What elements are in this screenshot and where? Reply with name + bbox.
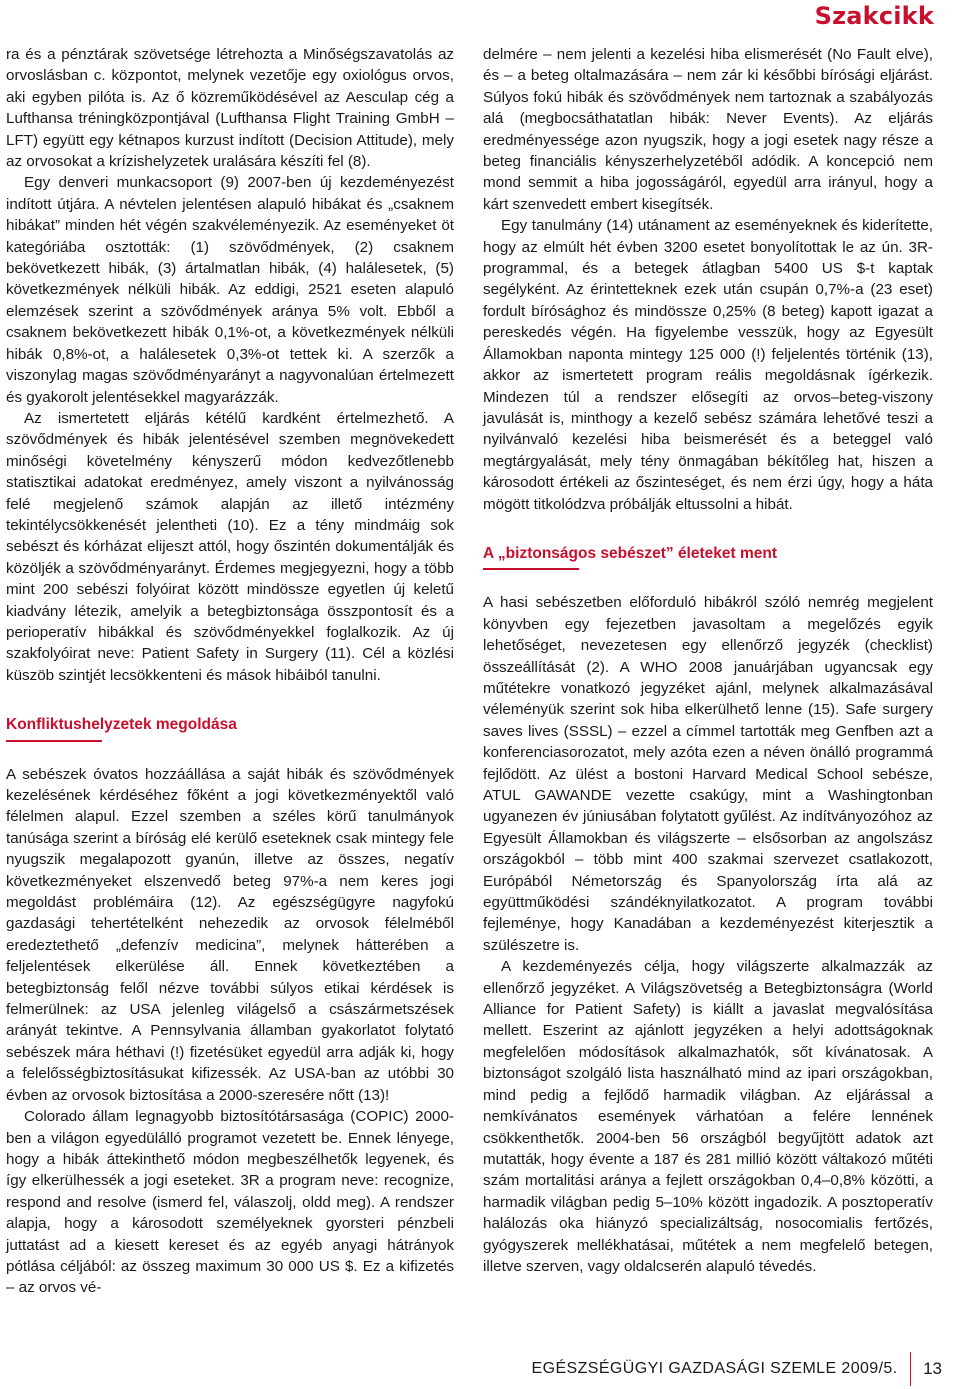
heading-underline	[6, 740, 102, 742]
paragraph: Egy tanulmány (14) utánament az eseményeknek és kiderítette, hogy az elmúlt hét évben 3200 esetet bonyolítottak le az ún. 3R-programmal, és a betegek átlagban 5400 US $-t kaptak segélyként. Az érintetteknek ezek után csupán 0,7%-a (23 eset) fordult bírósághoz és mindössze 0,25% (8 beteg) kapott igazat a pereskedés végén. Ha figyelembe vesszük, hogy az Egyesült Államokban naponta mintegy 125 000 (!) feljelentés történik (13), akkor az ismertetett program reális megoldásnak ígérkezik. Mindezen túl a rendszer elősegíti az orvos–beteg-viszony javulását is, minthogy a kezelő sebész számára lehetővé teszi a nyilvánvaló kezelési hiba beismerését és a beteggel való megtárgyalását, mely tény önmagában békítőleg hat, hiszen a károsodott értékeli az őszinteséget, és nem érzi úgy, hogy a háta mögött titkolódzva próbálják eltussolni a hibát.	[483, 217, 933, 513]
section-label: Szakcikk	[814, 2, 934, 30]
page-number: 13	[923, 1359, 942, 1378]
left-column	[6, 44, 454, 1299]
paragraph: A kezdeményezés célja, hogy világszerte alkalmazzák az ellenőrző jegyzéket. A Világszövetség a Betegbiztonságra (World Alliance for Patient Safety) is kiállt a javaslat megvalósítása mellett. Eszerint az ajánlott jegyzéken a helyi adottságoknak megfelelően módosítások alkalmazhatók, sőt kívánatosak. A biztonságot szolgáló lista használható mind az ipari országokban, mind pedig a fejlődő harmadik világban. Az eljárással a nemkívánatos események várhatóan a felére lennének csökkenthetők. 2004-ben 56 országból begyűjtött adatok azt mutatták, hogy évente a 187 és 281 millió között váltakozó műtéti szám mortalitási aránya a fejlett országokban 0,4–0,8% közötti, a harmadik világban pedig 5–10% között ingadozik. A posztoperatív halálozás oka hiányzó specializáltság, nosocomialis fertőzés, gyógyszerek mellékhatásai, műtétek a nem megfelelő betegen, illetve szerven, vagy oldalcserén alapuló tévedés.	[483, 958, 933, 1275]
paragraph: Az ismertetett eljárás kétélű kardként értelmezhető. A szövődmények és hibák jelentésével szemben megnövekedett minőségi követelmény kényszerű módon kedvezőtlenebb statisztikai adatokat eredményez, amely viszont a nyilvánosság felé megjelenő számok alapján az illető intézmény tekintélycsökkenését jelentheti (10). Ez a tény mindmáig sok sebészt és kórházat elijeszt attól, hogy őszintén dokumentálják és közöljék a szövődményarányt. Érdemes megjegyezni, hogy a több mint 200 sebészi folyóirat között mindössze egyetlen új keletű kiadvány létezik, amelyik a betegbiztonsága összpontosít és a perioperatív hibákkal és szövődményekkel foglalkozik. Az új szakfolyóirat neve: Patient Safety in Surgery (11). Cél a közlési küszöb szintjét lecsökkenteni és mások hibáiból tanulni.	[6, 409, 454, 684]
paragraph: delmére – nem jelenti a kezelési hiba elismerését (No Fault elve), és – a beteg oltalmazására – nem zár ki későbbi bírósági eljárást. Súlyos fokú hibák és szövődmények nem tartoznak a szabályozás alá (megbocsáthatatlan hibák: Never Events). Az eljárás eredményessége azon nyugszik, hogy a jogi esetek nagy része a beteg financiális kényszerhelyzetéből adódik. A koncepció nem mond semmit a hiba jogosságáról, egyedül arra irányul, hogy a kárt szenvedett embert kisegítsék.	[483, 46, 933, 213]
heading-underline	[483, 568, 579, 570]
right-column	[483, 44, 933, 1277]
paragraph: ra és a pénztárak szövetsége létrehozta a Minőségszavatolás az orvoslásban c. központot, melynek vezetője egy oxiológus orvos, aki egyben pilóta is. Az ő közreműködésével az Aesculap cég a Lufthansa tréningközpontjával (Lufthansa Flight Training GmbH – LFT) együtt egy kétnapos kurzust indított (Decision Attitude), mely az orvosokat a krízishelyzetek uralására készíti fel (8).	[6, 46, 454, 171]
paragraph: A sebészek óvatos hozzáállása a saját hibák és szövődmények kezelésének kérdéséhez főként a jogi következményektől való félelmen alapul. Ezzel szemben a széles körű tanulmányok tanúsága szerint a bíróság elé kerülő eseteknek csak mintegy fele nyugszik megalapozott gyanún, illetve az összes, negatív következményeket elszenvedő beteg 97%-a nem keres jogi megoldást problémáira (12). Az egészségügyre nagyfokú gazdasági tehertételként nehezedik az orvosok félelméből eredeztethető „defenzív medicina”, melynek hátterében a feljelentések elkerülése áll. Ennek következtében a betegbiztonság felől nézve további súlyos etikai kérdések is felmerülnek: az USA jelenleg világelső a császármetszések arányát tekintve. A Pennsylvania államban gyakorlatot folytató sebészek mára héthavi (!) fizetésüket egyedül arra adják ki, hogy a felelősségbiztosításukat kifizessék. Az USA-ban az utóbbi 30 évben az orvosok biztosítása a 2000-szeresére nőtt (13)!	[6, 765, 454, 1104]
journal-title: EGÉSZSÉGÜGYI GAZDASÁGI SZEMLE 2009/5.	[531, 1360, 898, 1377]
page-footer	[532, 1351, 942, 1387]
section-heading: A „biztonságos sebészet” életeket ment	[483, 544, 778, 562]
footer-divider	[910, 1352, 912, 1386]
paragraph: Egy denveri munkacsoport (9) 2007-ben új kezdeményezést indított útjára. A névtelen jelentésen alapuló hibákat és „csaknem hibákat” minden hét végén szakvéleményezik. Az eseményeket öt kategóriába osztották: (1) szövődmények, (2) csaknem bekövetkezett hibák, (3) ártalmatlan hibák, (4) halálesetek, (5) következmények nélküli hibák. Az eddigi, 2521 eseten alapuló elemzések szerint a szövődmények aránya 5% volt. Ebből a csaknem bekövetkezett hibák 0,1%-ot, a következmények nélküli hibák 0,8%-ot, a halálesetek 0,3%-ot tettek ki. A szerzők a viszonylag magas szövődményarányt a nagyvonalúan értelmezett és gyakorolt jelentésekkel magyarázzák.	[6, 174, 454, 406]
paragraph: A hasi sebészetben előforduló hibákról szóló nemrég megjelent könyvben egy fejezetben javasoltam a megelőzés egyik lehetőséget, nevezetesen egy ellenőrző jegyzék (checklist) összeállítását (2). A WHO 2008 januárjában ugyancsak egy műtétekre vonatkozó jegyzéket ajánl, melynek alkalmazásával véleményük szerint sok hiba elkerülhető lenne (15). Safe surgery saves lives (SSSL) – ezzel a címmel tartották meg Genfben azt a konferenciasorozatot, mely azóta ezen a néven önálló programmá fejlődött. Az ülést a bostoni Harvard Medical School sebésze, ATUL GAWANDE vezette csakúgy, mint a Washingtonban ugyanezen év júniusában folytatott gyűlést. Az indítványozóhoz az Egyesült Államokban és világszerte – elsősorban az angolszász országokból – több mint 400 szakmai szervezet csatlakozott, Európából Németország és Spanyolország írta alá az együttműködési szándéknyilatkozatot. A program további fejleménye, hogy Kanadában a kezdeményezést kiterjesztik a szülészetre is.	[483, 594, 933, 954]
paragraph: Colorado állam legnagyobb biztosítótársasága (COPIC) 2000-ben a világon egyedülálló programot vezetett be. Ennek lényege, hogy a hibák áttekinthető módon megbeszélhetők legyenek, és így elkerülhessék a jogi eseteket. 3R a program neve: recognize, respond and resolve (ismerd fel, válaszolj, oldd meg). A rendszer alapja, hogy a károsodott személyeknek gyorsteri pénzbeli juttatást ad a kiesett kereset és az egyéb anyagi hátrányok pótlása céljából: az összeg maximum 30 000 US $. Ez a kifizetés – az orvos vé-	[6, 1108, 454, 1297]
section-heading: Konfliktushelyzetek megoldása	[6, 716, 237, 734]
